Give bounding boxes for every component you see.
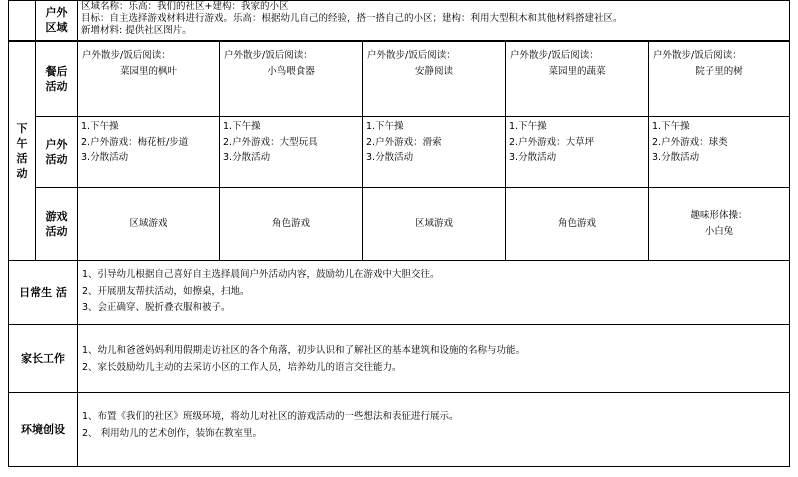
- outdoor-activity-day-5: 1.下午操 2.户外游戏：球类 3.分散活动: [649, 117, 790, 188]
- outdoor-area-content: [78, 1, 790, 41]
- outdoor-area-goal: 目标：自主选择游戏材料进行游戏。乐高：根据幼儿自己的经验，搭一搭自己的小区；建构：利用大型积木和其他材料搭建社区。: [81, 13, 623, 24]
- environment-content: 1、布置《我们的社区》班级环境，将幼儿对社区的游戏活动的一些想法和表征进行展示。 2、 利用幼儿的艺术创作，装饰在教室里。: [78, 393, 790, 467]
- outdoor-activity-row: [9, 117, 790, 188]
- outdoor-activity-day-1: 1.下午操 2.户外游戏：梅花桩/步道 3.分散活动: [78, 117, 220, 188]
- outdoor-area-label-line2: 区域: [45, 21, 68, 35]
- outdoor-activity-day-2: 1.下午操 2.户外游戏：大型玩具 3.分散活动: [220, 117, 363, 188]
- daily-life-label: 日常生 活: [9, 261, 78, 325]
- corner-cell: [9, 1, 36, 41]
- after-meal-row: [9, 41, 790, 117]
- daily-life-content: 1、引导幼儿根据自己喜好自主选择晨间户外活动内容，鼓励幼儿在游戏中大胆交往。 2、开展朋友帮扶活动，如擦桌，扫地。 3、会正确穿、脱折叠衣服和被子。: [78, 261, 790, 325]
- game-activity-row: [9, 188, 790, 261]
- outdoor-activity-day-3: 1.下午操 2.户外游戏：滑索 3.分散活动: [363, 117, 506, 188]
- game-activity-day-1: 区域游戏: [78, 188, 220, 261]
- game-activity-day-4: 角色游戏: [506, 188, 649, 261]
- game-activity-day-2: 角色游戏: [220, 188, 363, 261]
- game-activity-day-5: 趣味形体操： 小白兔: [649, 188, 790, 261]
- after-meal-day-2: 户外散步/饭后阅读： 小鸟喂食器: [220, 41, 363, 117]
- parent-work-label: 家长工作: [9, 325, 78, 393]
- weekly-plan-sheet: [8, 0, 789, 466]
- plan-table: [8, 0, 790, 467]
- environment-row: [9, 393, 790, 467]
- outdoor-activity-day-4: 1.下午操 2.户外游戏：大草坪 3.分散活动: [506, 117, 649, 188]
- outdoor-activity-label: 户外 活动: [36, 117, 78, 188]
- parent-work-row: [9, 325, 790, 393]
- outdoor-area-materials: 新增材料: 提供社区图片。: [81, 25, 192, 36]
- game-activity-day-3: 区域游戏: [363, 188, 506, 261]
- outdoor-area-row: [9, 1, 790, 41]
- outdoor-area-label: [36, 1, 78, 41]
- game-activity-label: 游戏 活动: [36, 188, 78, 261]
- after-meal-day-5: 户外散步/饭后阅读： 院子里的树: [649, 41, 790, 117]
- outdoor-area-name: 区域名称：乐高：我们的社区+建构：我家的小区: [81, 1, 289, 12]
- after-meal-day-3: 户外散步/饭后阅读： 安静阅读: [363, 41, 506, 117]
- after-meal-day-4: 户外散步/饭后阅读： 菜园里的蔬菜: [506, 41, 649, 117]
- daily-life-row: [9, 261, 790, 325]
- after-meal-day-1: 户外散步/饭后阅读： 菜园里的枫叶: [78, 41, 220, 117]
- environment-label: 环境创设: [9, 393, 78, 467]
- afternoon-label: 下 午 活 动: [9, 41, 36, 261]
- after-meal-label: 餐后 活动: [36, 41, 78, 117]
- outdoor-area-label-line1: 户外: [45, 6, 68, 20]
- parent-work-content: 1、幼儿和爸爸妈妈利用假期走访社区的各个角落，初步认识和了解社区的基本建筑和设施的名称与功能。 2、家长鼓励幼儿主动的去采访小区的工作人员，培养幼儿的语言交往能力。: [78, 325, 790, 393]
